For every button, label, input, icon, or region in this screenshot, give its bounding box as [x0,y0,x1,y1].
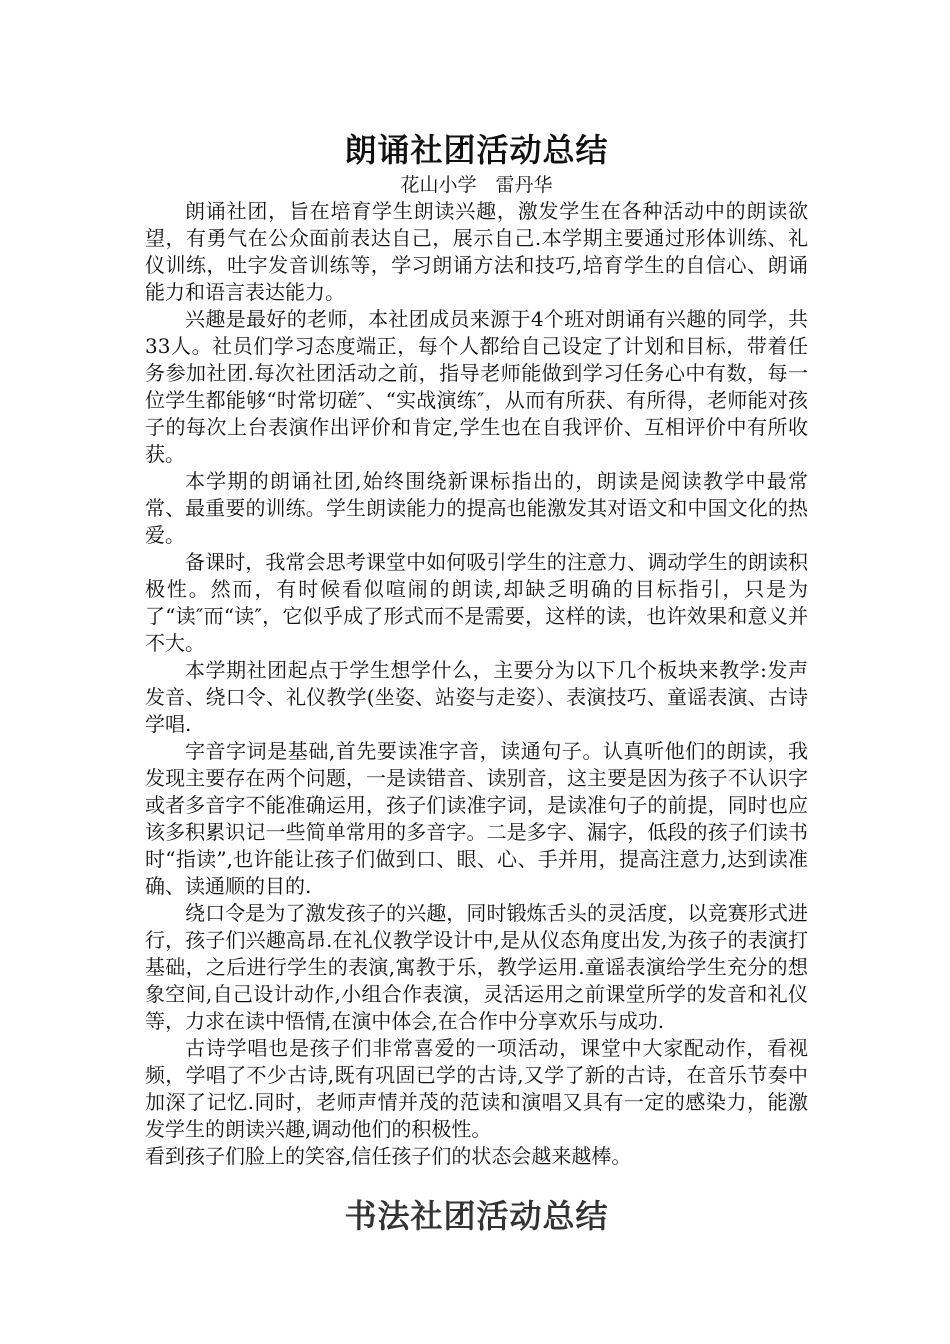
author-line: 花山小学 雷丹华 [400,174,553,196]
paragraph-4: 备课时，我常会思考课堂中如何吸引学生的注意力、调动学生的朗读积极性。然而，有时候看似喧闹的朗读,却缺乏明确的目标指引，只是为了“读″而“读″，它似乎成了形式而不是需要，这样的读，也许效果和意义并不大。 [145,550,808,655]
paragraph-5: 本学期社团起点于学生想学什么，主要分为以下几个板块来教学:发声发音、绕口令、礼仪教学(坐姿、站姿与走姿）、表演技巧、童谣表演、古诗学唱. [145,658,808,736]
paragraph-3: 本学期的朗诵社团,始终围绕新课标指出的，朗读是阅读教学中最常常、最重要的训练。学生朗读能力的提高也能激发其对语文和中国文化的热爱。 [145,469,808,547]
closing-line: 看到孩子们脸上的笑容,信任孩子们的状态会越来越棒。 [145,1144,632,1168]
paragraph-8: 古诗学唱也是孩子们非常喜爱的一项活动，课堂中大家配动作，看视频，学唱了不少古诗,既有巩固已学的古诗,又学了新的古诗，在音乐节奏中加深了记忆.同时，老师声情并茂的范读和演唱又具有一定的感染力，能激发学生的朗读兴趣,调动他们的积极性。 [145,1036,808,1141]
paragraph-6: 字音字词是基础,首先要读准字音，读通句子。认真听他们的朗读，我发现主要存在两个问题，一是读错音、读别音，这主要是因为孩子不认识字或者多音字不能准确运用，孩子们读准字词，是读准句子的前提，同时也应该多积累识记一些简单常用的多音字。二是多字、漏字，低段的孩子们读书时“指读”,也许能让孩子们做到口、眼、心、手并用，提高注意力,达到读准确、读通顺的目的. [145,739,808,898]
next-section-title: 书法社团活动总结 [344,1197,609,1235]
paragraph-2: 兴趣是最好的老师，本社团成员来源于4个班对朗诵有兴趣的同学，共33人。社员们学习态度端正，每个人都给自己设定了计划和目标，带着任务参加社团.每次社团活动之前，指导老师能做到学习任务心中有数，每一位学生都能够“时常切磋″、“实战演练″，从而有所获、有所得，老师能对孩子的每次上台表演作出评价和肯定,学生也在自我评价、互相评价中有所收获。 [145,307,808,466]
paragraph-1: 朗诵社团，旨在培育学生朗读兴趣，激发学生在各种活动中的朗读欲望，有勇气在公众面前表达自己，展示自己.本学期主要通过形体训练、礼仪训练，吐字发音训练等，学习朗诵方法和技巧,培育学生的自信心、朗诵能力和语言表达能力。 [145,199,808,304]
document-page [145,128,808,1238]
paragraph-7: 绕口令是为了激发孩子的兴趣，同时锻炼舌头的灵活度，以竞赛形式进行，孩子们兴趣高昂.在礼仪教学设计中,是从仪态角度出发,为孩子的表演打基础，之后进行学生的表演,寓教于乐，教学运用.童谣表演给学生充分的想象空间,自己设计动作,小组合作表演，灵活运用之前课堂所学的发音和礼仪等，力求在读中悟情,在演中体会,在合作中分享欢乐与成功. [145,901,808,1033]
document-title: 朗诵社团活动总结 [344,131,609,169]
